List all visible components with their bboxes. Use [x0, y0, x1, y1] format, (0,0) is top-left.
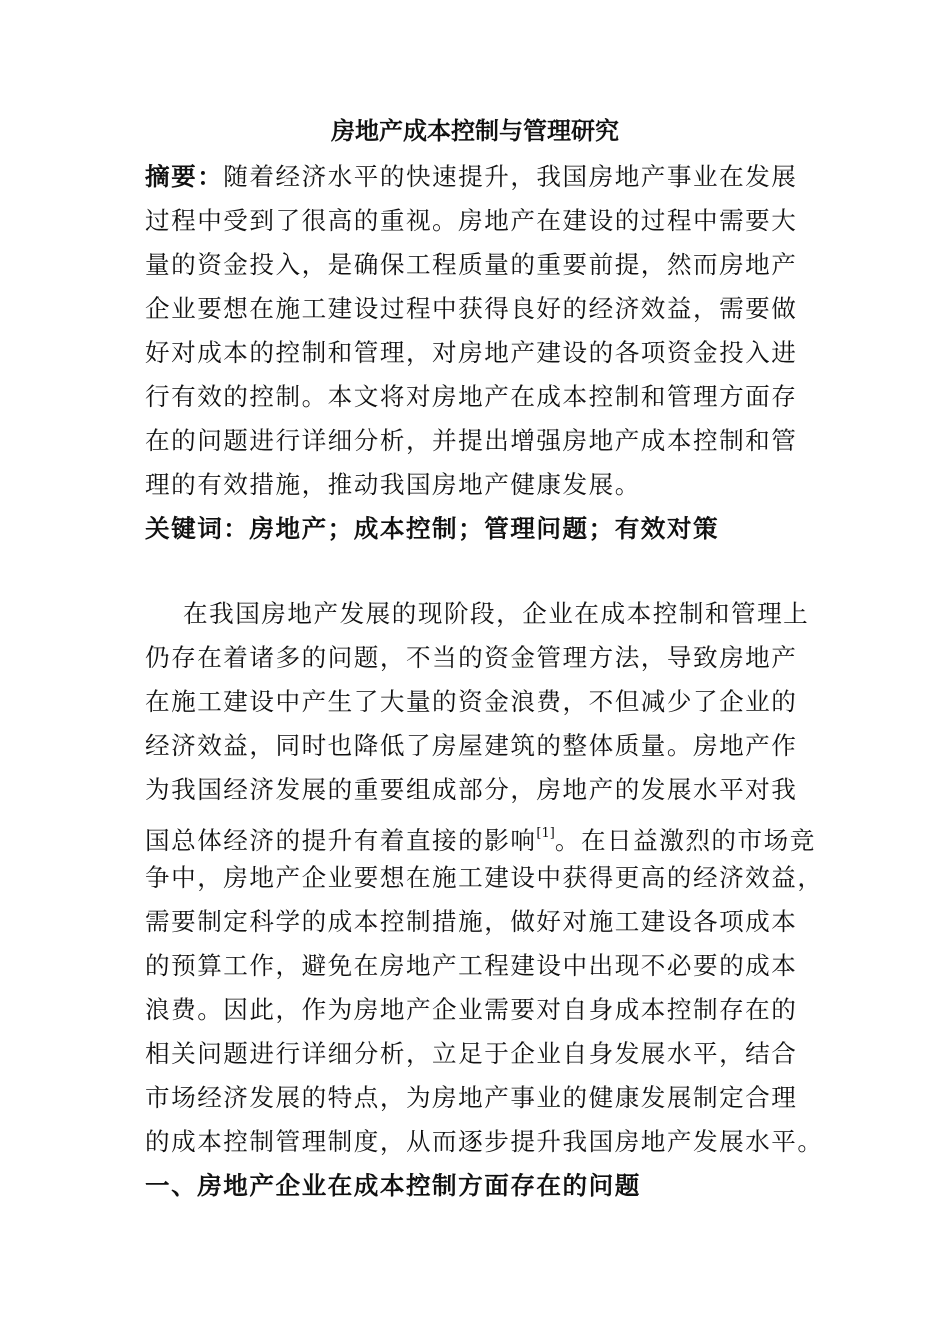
abstract-line-6: 行有效的控制。本文将对房地产在成本控制和管理方面存 [145, 382, 798, 411]
section-heading: 一、房地产企业在成本控制方面存在的问题 [145, 1171, 641, 1200]
intro-text-before-citation: 国总体经济的提升有着直接的影响 [145, 826, 537, 855]
document-title: 房地产成本控制与管理研究 [331, 117, 619, 145]
intro-text-after-citation: 。在日益激烈的市场竞 [554, 826, 816, 855]
intro-line-2: 仍存在着诸多的问题，不当的资金管理方法，导致房地产 [145, 643, 798, 672]
abstract-line-5: 好对成本的控制和管理，对房地产建设的各项资金投入进 [145, 338, 798, 367]
abstract-line-2: 过程中受到了很高的重视。房地产在建设的过程中需要大 [145, 206, 798, 235]
abstract-line-3: 量的资金投入，是确保工程质量的重要前提，然而房地产 [145, 250, 798, 279]
intro-line-3: 在施工建设中产生了大量的资金浪费，不但减少了企业的 [145, 687, 798, 716]
intro-line-5: 为我国经济发展的重要组成部分，房地产的发展水平对我 [145, 775, 798, 804]
abstract-line-1 [145, 160, 797, 194]
intro-line-7: 争中，房地产企业要想在施工建设中获得更高的经济效益， [145, 863, 824, 892]
abstract-line-8: 理的有效措施，推动我国房地产健康发展。 [145, 470, 641, 499]
intro-line-8: 需要制定科学的成本控制措施，做好对施工建设各项成本 [145, 907, 798, 936]
intro-line-12: 市场经济发展的特点，为房地产事业的健康发展制定合理 [145, 1083, 798, 1112]
abstract-line-7: 在的问题进行详细分析，并提出增强房地产成本控制和管 [145, 426, 798, 455]
abstract-text: 随着经济水平的快速提升，我国房地产事业在发展 [223, 162, 798, 191]
citation-ref: [1] [536, 826, 555, 841]
intro-line-11: 相关问题进行详细分析，立足于企业自身发展水平，结合 [145, 1039, 798, 1068]
intro-line-13: 的成本控制管理制度，从而逐步提升我国房地产发展水平。 [145, 1127, 824, 1156]
abstract-label: 摘要： [145, 162, 224, 191]
intro-line-9: 的预算工作，避免在房地产工程建设中出现不必要的成本 [145, 951, 798, 980]
keywords: 关键词：房地产；成本控制；管理问题；有效对策 [145, 514, 720, 543]
intro-line-1: 在我国房地产发展的现阶段，企业在成本控制和管理上 [183, 599, 810, 628]
intro-line-4: 经济效益，同时也降低了房屋建筑的整体质量。房地产作 [145, 731, 798, 760]
abstract-line-4: 企业要想在施工建设过程中获得良好的经济效益，需要做 [145, 294, 798, 323]
intro-line-6 [145, 817, 816, 858]
intro-line-10: 浪费。因此，作为房地产企业需要对自身成本控制存在的 [145, 995, 798, 1024]
